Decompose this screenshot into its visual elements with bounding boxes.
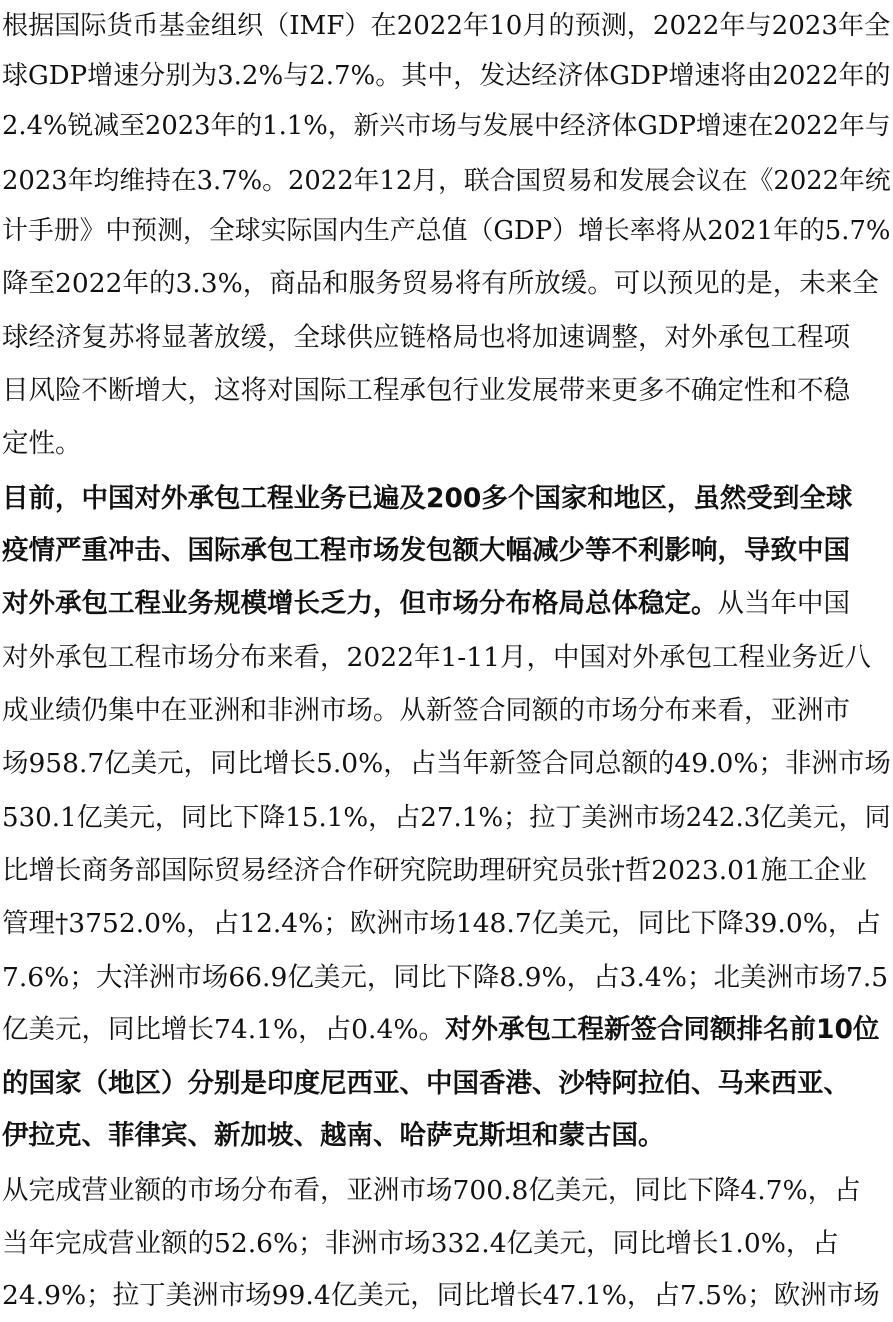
- text-line: [2, 473, 891, 525]
- text-line: [2, 898, 891, 950]
- text-line: 从完成营业额的市场分布看，亚洲市场700.8亿美元，同比下降4.7%，占: [2, 1175, 861, 1206]
- text-line: 计手册》中预测，全球实际国内生产总值（GDP）增长率将从2021年的5.7%: [2, 216, 891, 246]
- text-line: 2.4%锐减至2023年的1.1%，新兴市场与发展中经济体GDP增速在2022年与: [2, 111, 891, 141]
- normal-text: 管理†3752.0%，占12.4%；欧洲市场148.7亿美元，同比下降39.0%，占: [2, 908, 881, 939]
- text-line: [2, 578, 891, 630]
- text-line: [2, 525, 891, 577]
- text-line: 24.9%；拉丁美洲市场99.4亿美元，同比增长47.1%，占7.5%；欧洲市场: [2, 1280, 880, 1311]
- text-line: 2023年均维持在3.7%。2022年12月，联合国贸易和发展会议在《2022年统: [2, 166, 891, 196]
- text-line: 定性。: [2, 428, 82, 459]
- text-line: 目风险不断增大，这将对国际工程承包行业发展带来更多不确定性和不稳: [2, 375, 850, 406]
- text-line: 当年完成营业额的52.6%；非洲市场332.4亿美元，同比增长1.0%，占: [2, 1228, 839, 1259]
- normal-text: 从当年中国: [717, 588, 850, 619]
- bold-text: 的国家（地区）分别是印度尼西亚、中国香港、沙特阿拉伯、马来西亚、: [2, 1068, 850, 1099]
- text-line: 球经济复苏将显著放缓，全球供应链格局也将加速调整，对外承包工程项: [2, 322, 850, 353]
- text-line: [2, 685, 891, 737]
- bold-text: 目前，中国对外承包工程业务已遍及200多个国家和地区，虽然受到全球: [2, 483, 853, 514]
- text-line: [2, 1110, 891, 1162]
- bold-text: 对外承包工程业务规模增长乏力，但市场分布格局总体稳定。: [2, 588, 718, 619]
- text-line: [2, 632, 891, 684]
- bold-text: 对外承包工程新签合同额排名前10位: [445, 1014, 880, 1045]
- text-line: [2, 952, 891, 1004]
- text-line: [2, 1004, 891, 1056]
- bold-text: 伊拉克、菲律宾、新加坡、越南、哈萨克斯坦和蒙古国。: [2, 1120, 665, 1151]
- normal-text: 亿美元，同比增长74.1%，占0.4%。: [2, 1014, 446, 1045]
- text-line: 根据国际货币基金组织（IMF）在2022年10月的预测，2022年与2023年全: [2, 11, 891, 41]
- text-line: [2, 845, 891, 897]
- bold-text: 疫情严重冲击、国际承包工程市场发包额大幅减少等不利影响，导致中国: [2, 535, 850, 566]
- text-line: [2, 738, 891, 790]
- normal-text: 场958.7亿美元，同比增长5.0%，占当年新签合同总额的49.0%；非洲市场: [2, 748, 891, 779]
- text-line: 降至2022年的3.3%，商品和服务贸易将有所放缓。可以预见的是，未来全: [2, 268, 879, 299]
- text-line: 球GDP增速分别为3.2%与2.7%。其中，发达经济体GDP增速将由2022年的: [2, 61, 891, 91]
- normal-text: 对外承包工程市场分布来看，2022年1-11月，中国对外承包工程业务近八: [2, 642, 871, 673]
- normal-text: 530.1亿美元，同比下降15.1%，占27.1%；拉丁美洲市场242.3亿美元，同: [2, 803, 891, 833]
- normal-text: 成业绩仍集中在亚洲和非洲市场。从新签合同额的市场分布来看，亚洲市: [2, 695, 850, 726]
- normal-text: 7.6%；大洋洲市场66.9亿美元，同比下降8.9%，占3.4%；北美洲市场7.5: [2, 962, 889, 993]
- text-line: [2, 792, 891, 844]
- text-line: [2, 1058, 891, 1110]
- normal-text: 比增长商务部国际贸易经济合作研究院助理研究员张†哲2023.01施工企业: [2, 855, 867, 886]
